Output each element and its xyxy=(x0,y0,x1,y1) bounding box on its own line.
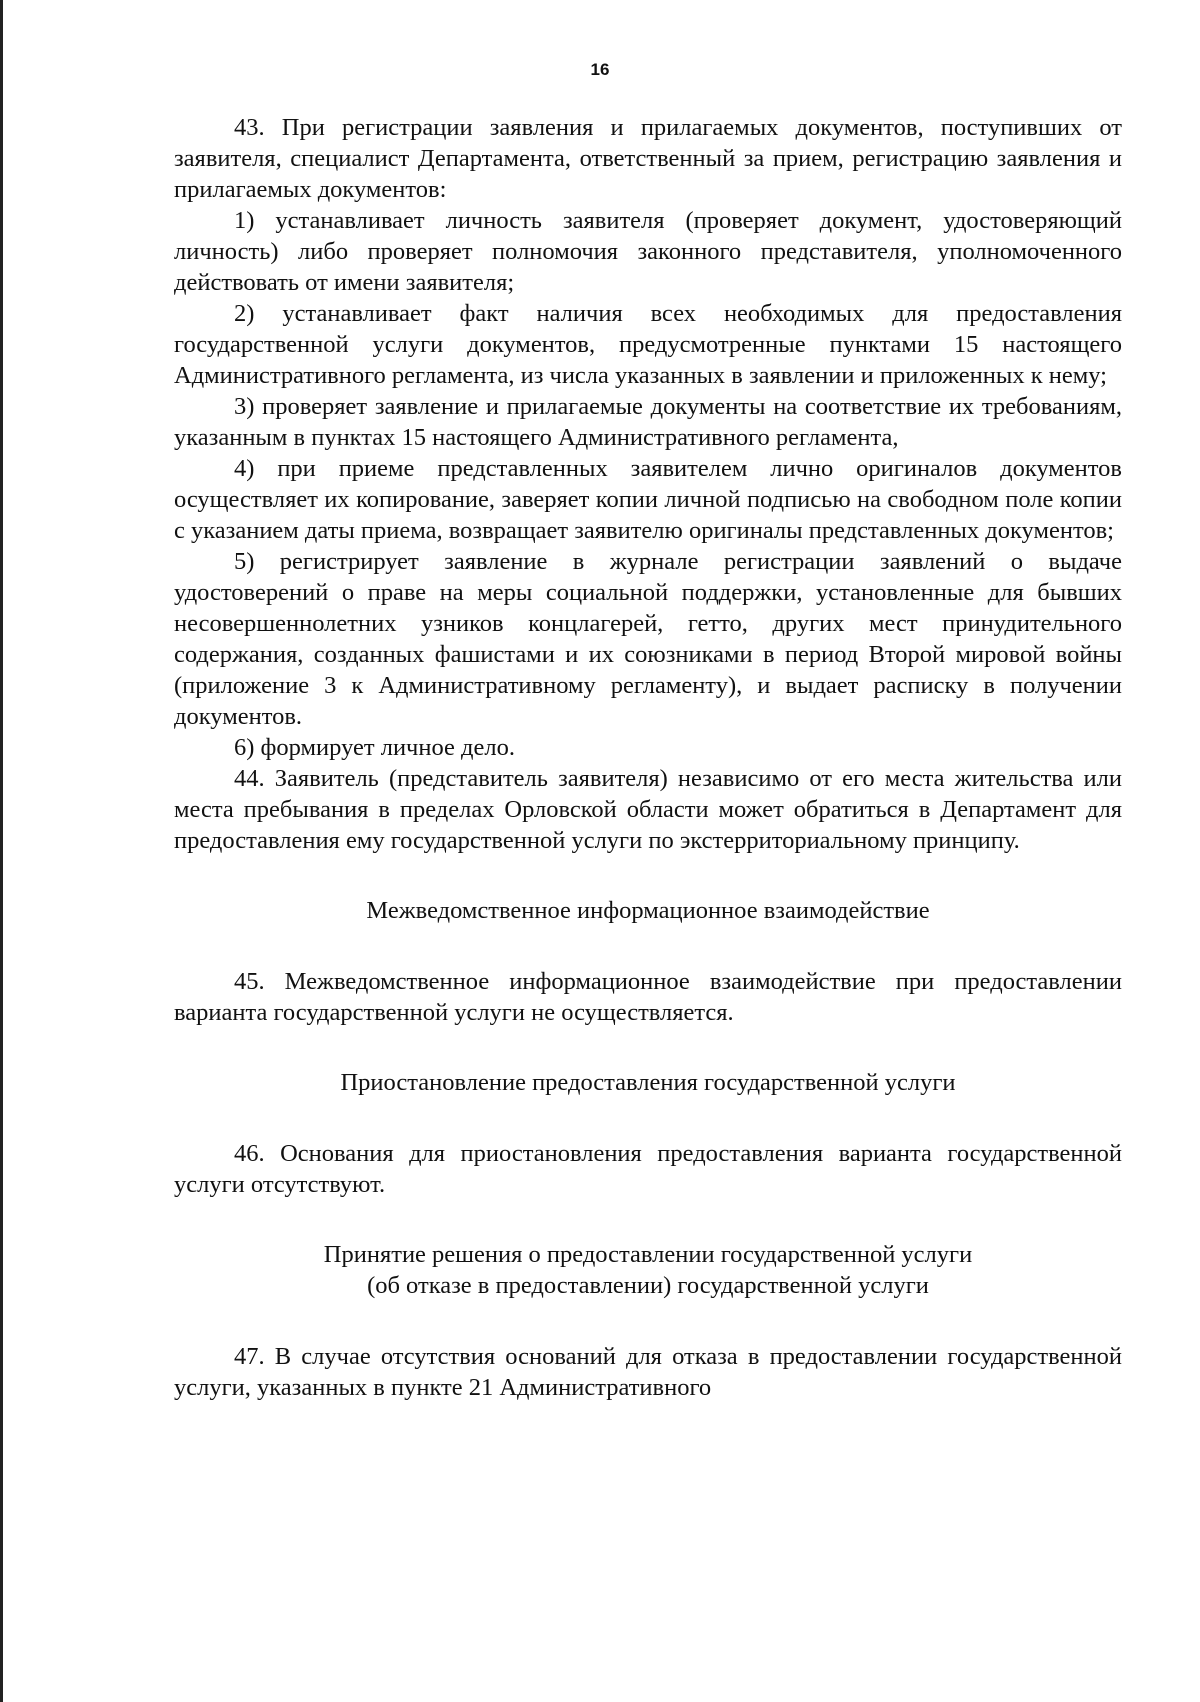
paragraph-45: 45. Межведомственное информационное взаимодействие при предоставлении варианта государственной услуги не осуществляется. xyxy=(174,968,1122,1026)
scan-edge-line xyxy=(0,0,3,1702)
paragraph-43-item-2: 2) устанавливает факт наличия всех необходимых для предоставления государственной услуги документов, предусмотренные пунктами 15 настоящего Административного регламента, из числа указанных в заявлении и приложенных к нему; xyxy=(174,300,1122,389)
paragraph-46: 46. Основания для приостановления предоставления варианта государственной услуги отсутствуют. xyxy=(174,1140,1122,1198)
paragraph-43-intro: 43. При регистрации заявления и прилагаемых документов, поступивших от заявителя, специалист Департамента, ответственный за прием, регистрацию заявления и прилагаемых документов: xyxy=(174,114,1122,203)
paragraph-43-item-6: 6) формирует личное дело. xyxy=(234,734,515,761)
section-heading-decision-line-2: (об отказе в предоставлении) государственной услуги xyxy=(367,1272,929,1299)
section-heading-suspension: Приостановление предоставления государственной услуги xyxy=(340,1069,956,1096)
paragraph-44: 44. Заявитель (представитель заявителя) независимо от его места жительства или места пребывания в пределах Орловской области может обратиться в Департамент для предоставления ему государственной услуги по экстерриториальному принципу. xyxy=(174,765,1122,854)
section-heading-decision xyxy=(174,1239,1122,1301)
paragraph-43-item-1: 1) устанавливает личность заявителя (проверяет документ, удостоверяющий личность) либо проверяет полномочия законного представителя, уполномоченного действовать от имени заявителя; xyxy=(174,207,1122,296)
section-heading-interagency: Межведомственное информационное взаимодействие xyxy=(366,897,930,924)
paragraph-47: 47. В случае отсутствия оснований для отказа в предоставлении государственной услуги, указанных в пункте 21 Административного xyxy=(174,1343,1122,1401)
document-body xyxy=(174,112,1122,1403)
paragraph-43-item-5: 5) регистрирует заявление в журнале регистрации заявлений о выдаче удостоверений о праве на меры социальной поддержки, установленные для бывших несовершеннолетних узников концлагерей, гетто, других мест принудительного содержания, созданных фашистами и их союзниками в период Второй мировой войны (приложение 3 к Административному регламенту), и выдает расписку в получении документов. xyxy=(174,548,1122,730)
section-heading-decision-line-1: Принятие решения о предоставлении государственной услуги xyxy=(323,1241,973,1268)
paragraph-43-item-3: 3) проверяет заявление и прилагаемые документы на соответствие их требованиям, указанным в пунктах 15 настоящего Административного регламента, xyxy=(174,393,1122,451)
paragraph-43-item-4: 4) при приеме представленных заявителем лично оригиналов документов осуществляет их копирование, заверяет копии личной подписью на свободном поле копии с указанием даты приема, возвращает заявителю оригиналы представленных документов; xyxy=(174,455,1122,544)
page-number: 16 xyxy=(590,60,610,79)
